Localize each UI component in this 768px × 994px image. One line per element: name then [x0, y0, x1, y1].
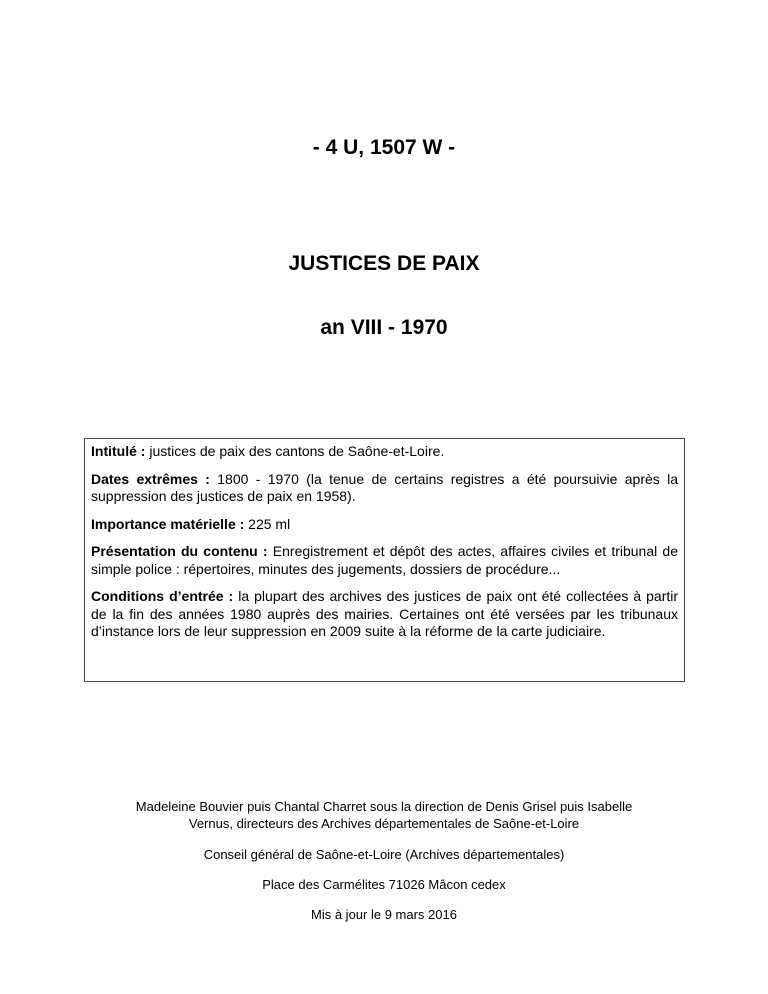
- institution-line: Conseil général de Saône-et-Loire (Archives départementales): [203, 847, 565, 862]
- conditions-value: la plupart des archives des justices de paix ont été collectées à partir de la fin des années 1980 auprès des mairies. Certaines ont été versées par les tribunaux d’instance lors de leur suppression en 2009 suite à la réforme de la carte judiciaire.: [91, 588, 679, 639]
- authors-line-2: Vernus, directeurs des Archives départementales de Saône-et-Loire: [188, 816, 580, 831]
- intitule-paragraph: [91, 443, 678, 461]
- document-cote: - 4 U, 1507 W -: [312, 136, 456, 159]
- presentation-value: Enregistrement et dépôt des actes, affaires civiles et tribunal de simple police : répertoires, minutes des jugements, dossiers de procédure...: [91, 543, 678, 577]
- document-title: JUSTICES DE PAIX: [288, 252, 480, 275]
- importance-paragraph: [91, 516, 678, 534]
- conditions-label: Conditions d’entrée :: [91, 588, 234, 604]
- address-line: Place des Carmélites 71026 Mâcon cedex: [262, 877, 506, 892]
- dates-extremes-paragraph: [91, 471, 678, 506]
- document-dates: an VIII - 1970: [320, 316, 448, 339]
- importance-label: Importance matérielle :: [91, 515, 245, 532]
- authors-paragraph: [0, 798, 768, 832]
- authors-line-1: Madeleine Bouvier puis Chantal Charret sous la direction de Denis Grisel puis Isabelle: [135, 799, 633, 814]
- intitule-value: justices de paix des cantons de Saône-et-Loire.: [149, 443, 445, 459]
- updated-line: Mis à jour le 9 mars 2016: [311, 907, 457, 922]
- info-box: [84, 438, 685, 682]
- intitule-label: Intitulé :: [91, 443, 146, 459]
- presentation-label: Présentation du contenu :: [91, 543, 268, 559]
- dates-extremes-label: Dates extrêmes :: [91, 470, 210, 487]
- importance-value: 225 ml: [248, 515, 291, 532]
- dates-extremes-value: 1800 - 1970 (la tenue de certains registres a été poursuivie après la suppression des justices de paix en 1958).: [91, 470, 678, 504]
- conditions-paragraph: [91, 588, 678, 641]
- presentation-paragraph: [91, 543, 678, 578]
